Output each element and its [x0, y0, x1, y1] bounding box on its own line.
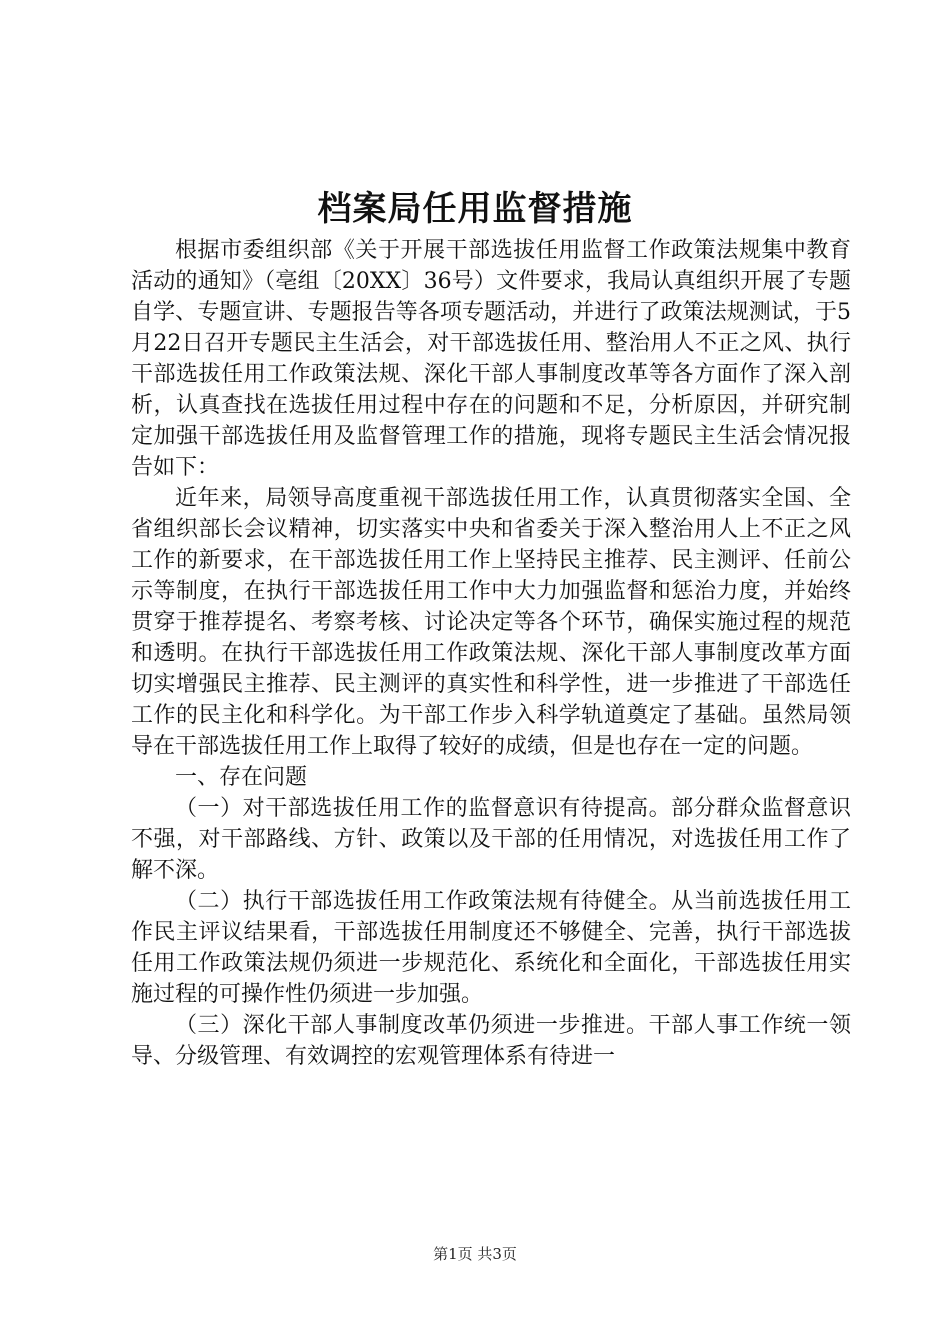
document-body	[131, 235, 851, 1072]
document-title: 档案局任用监督措施	[317, 189, 633, 229]
paragraph-problem-3: （三）深化干部人事制度改革仍须进一步推进。干部人事工作统一领导、分级管理、有效调控的宏观管理体系有待进一	[131, 1013, 851, 1069]
paragraph-intro: 根据市委组织部《关于开展干部选拔任用监督工作政策法规集中教育活动的通知》（亳组〔20XX〕36号）文件要求，我局认真组织开展了专题自学、专题宣讲、专题报告等各项专题活动，并进行了政策法规测试，于5月22日召开专题民主生活会，对干部选拔任用、整治用人不正之风、执行干部选拔任用工作政策法规、深化干部人事制度改革等各方面作了深入剖析，认真查找在选拔任用过程中存在的问题和不足，分析原因，并研究制定加强干部选拔任用及监督管理工作的措施，现将专题民主生活会情况报告如下：	[131, 238, 851, 480]
paragraph-problem-1: （一）对干部选拔任用工作的监督意识有待提高。部分群众监督意识不强，对干部路线、方针、政策以及干部的任用情况，对选拔任用工作了解不深。	[131, 796, 851, 883]
page-footer: 第1页 共3页	[433, 1245, 517, 1263]
paragraph-problem-2: （二）执行干部选拔任用工作政策法规有待健全。从当前选拔任用工作民主评议结果看，干部选拔任用制度还不够健全、完善，执行干部选拔任用工作政策法规仍须进一步规范化、系统化和全面化，干部选拔任用实施过程的可操作性仍须进一步加强。	[131, 889, 851, 1007]
section-heading-problems: 一、存在问题	[175, 765, 308, 790]
paragraph-background: 近年来，局领导高度重视干部选拔任用工作，认真贯彻落实全国、全省组织部长会议精神，切实落实中央和省委关于深入整治用人上不正之风工作的新要求，在干部选拔任用工作上坚持民主推荐、民主测评、任前公示等制度，在执行干部选拔任用工作中大力加强监督和惩治力度，并始终贯穿于推荐提名、考察考核、讨论决定等各个环节，确保实施过程的规范和透明。在执行干部选拔任用工作政策法规、深化干部人事制度改革方面切实增强民主推荐、民主测评的真实性和科学性，进一步推进了干部选任工作的民主化和科学化。为干部工作步入科学轨道奠定了基础。虽然局领导在干部选拔任用工作上取得了较好的成绩，但是也存在一定的问题。	[131, 486, 851, 759]
